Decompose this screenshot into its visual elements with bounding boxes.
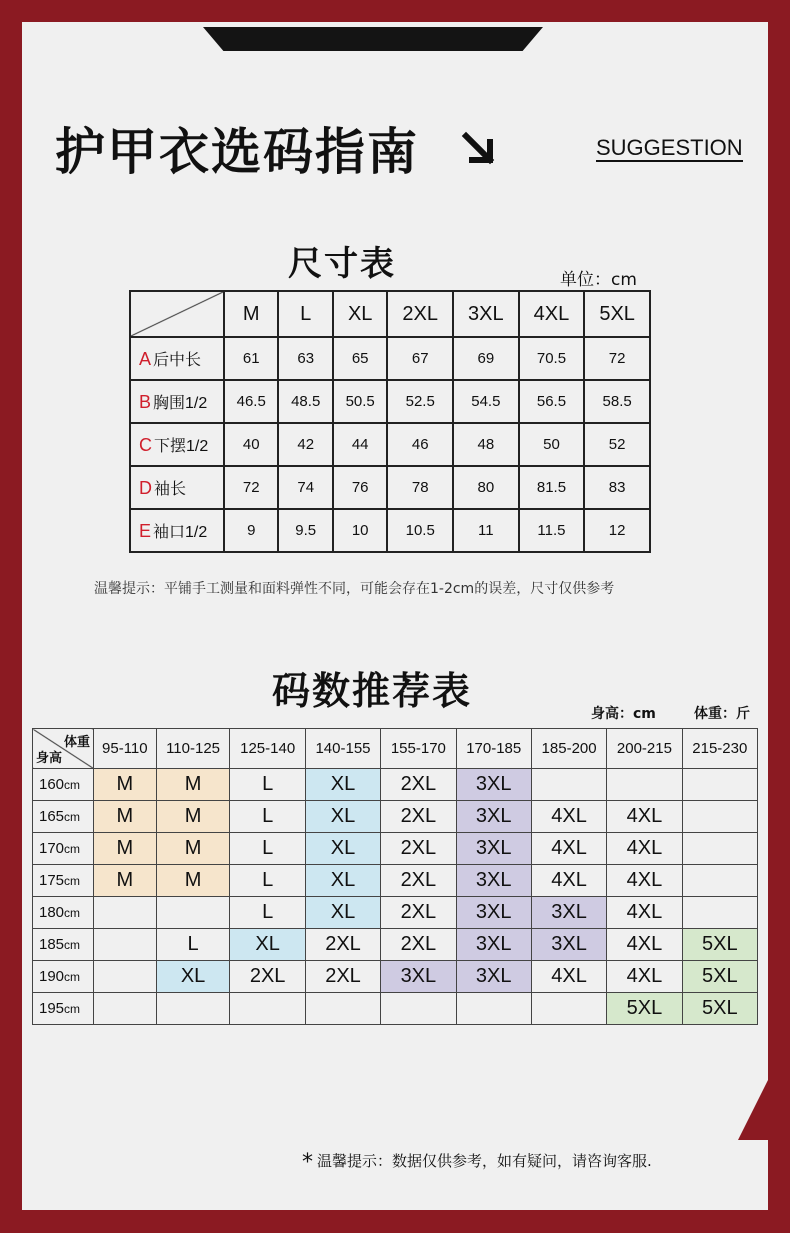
recommend-table	[32, 728, 758, 1025]
size-corner-cell	[130, 291, 224, 337]
rec-cell: 3XL	[531, 897, 606, 929]
size-row	[130, 337, 650, 380]
size-col: M	[224, 291, 278, 337]
height-value: 170	[39, 840, 65, 857]
size-cell: 56.5	[519, 380, 585, 423]
size-cell: 70.5	[519, 337, 585, 380]
size-row	[130, 380, 650, 423]
rec-cell: 4XL	[531, 961, 606, 993]
size-col: 4XL	[519, 291, 585, 337]
size-cell: 58.5	[584, 380, 650, 423]
rec-cell	[531, 993, 606, 1025]
size-cell: 9	[224, 509, 278, 552]
size-col: 3XL	[453, 291, 519, 337]
height-cell	[33, 897, 94, 929]
size-cell: 46	[387, 423, 453, 466]
rec-cell: 2XL	[381, 769, 456, 801]
rec-table-header	[33, 729, 758, 769]
size-cell: 81.5	[519, 466, 585, 509]
size-cell: 69	[453, 337, 519, 380]
rec-cell: 2XL	[381, 865, 456, 897]
height-cell	[33, 993, 94, 1025]
rec-cell: 5XL	[607, 993, 682, 1025]
rec-cell	[456, 993, 531, 1025]
height-cell	[33, 769, 94, 801]
size-unit: 单位：cm	[560, 270, 637, 290]
rec-cell: 5XL	[682, 993, 757, 1025]
rec-cell: 3XL	[456, 929, 531, 961]
size-cell: 72	[224, 466, 278, 509]
rec-row	[33, 929, 758, 961]
row-key: C	[139, 435, 152, 455]
star-icon: *	[302, 1150, 313, 1175]
size-cell: 46.5	[224, 380, 278, 423]
size-cell: 50.5	[333, 380, 387, 423]
height-cell	[33, 929, 94, 961]
rec-cell: 2XL	[305, 929, 380, 961]
row-label-text: 胸围1/2	[153, 395, 208, 412]
height-value: 185	[39, 936, 65, 953]
rec-cell: 3XL	[456, 865, 531, 897]
weight-col: 110-125	[156, 729, 230, 769]
height-unit-suffix: cm	[64, 810, 81, 824]
size-cell: 54.5	[453, 380, 519, 423]
rec-cell: 3XL	[456, 801, 531, 833]
height-value: 180	[39, 904, 65, 921]
rec-row	[33, 833, 758, 865]
size-col: L	[278, 291, 332, 337]
rec-cell	[94, 929, 157, 961]
weight-col: 170-185	[456, 729, 531, 769]
rec-cell: 3XL	[456, 897, 531, 929]
height-value: 165	[39, 808, 65, 825]
size-cell: 63	[278, 337, 332, 380]
height-value: 195	[39, 1000, 65, 1017]
rec-cell: 3XL	[456, 961, 531, 993]
rec-cell: 4XL	[607, 929, 682, 961]
row-key: A	[139, 349, 152, 369]
rec-cell: M	[94, 801, 157, 833]
size-col: XL	[333, 291, 387, 337]
rec-cell: L	[230, 769, 305, 801]
row-key: B	[139, 392, 152, 412]
height-cell	[33, 801, 94, 833]
size-cell: 48	[453, 423, 519, 466]
size-cell: 80	[453, 466, 519, 509]
weight-col: 200-215	[607, 729, 682, 769]
size-table-title: 尺寸表	[288, 244, 396, 284]
rec-row	[33, 897, 758, 929]
size-cell: 76	[333, 466, 387, 509]
rec-cell: M	[94, 769, 157, 801]
page-title: 护甲衣选码指南	[55, 123, 419, 181]
size-cell: 50	[519, 423, 585, 466]
row-key: E	[139, 521, 152, 541]
size-cell: 52	[584, 423, 650, 466]
rec-cell: 4XL	[531, 865, 606, 897]
rec-cell: 4XL	[607, 833, 682, 865]
rec-cell: XL	[230, 929, 305, 961]
arrow-down-right-icon	[460, 130, 500, 170]
size-cell: 61	[224, 337, 278, 380]
height-unit-suffix: cm	[64, 970, 81, 984]
rec-cell	[381, 993, 456, 1025]
size-cell: 42	[278, 423, 332, 466]
height-unit-suffix: cm	[64, 938, 81, 952]
weight-col: 140-155	[305, 729, 380, 769]
rec-cell	[156, 993, 230, 1025]
size-row-label	[130, 466, 224, 509]
size-cell: 10	[333, 509, 387, 552]
weight-col: 95-110	[94, 729, 157, 769]
size-cell: 10.5	[387, 509, 453, 552]
rec-cell: M	[156, 833, 230, 865]
rec-cell: 4XL	[607, 801, 682, 833]
rec-cell: 2XL	[381, 801, 456, 833]
rec-cell: 4XL	[531, 833, 606, 865]
height-unit-suffix: cm	[64, 1002, 81, 1016]
size-cell: 11.5	[519, 509, 585, 552]
rec-row	[33, 865, 758, 897]
rec-cell: 4XL	[607, 961, 682, 993]
rec-cell: L	[230, 897, 305, 929]
rec-cell: L	[230, 801, 305, 833]
size-cell: 44	[333, 423, 387, 466]
rec-cell: XL	[305, 833, 380, 865]
rec-table-title: 码数推荐表	[272, 669, 473, 713]
rec-cell: M	[94, 833, 157, 865]
footer-note	[302, 1150, 652, 1175]
rec-cell: 2XL	[230, 961, 305, 993]
rec-cell	[607, 769, 682, 801]
size-cell: 72	[584, 337, 650, 380]
size-cell: 52.5	[387, 380, 453, 423]
size-col: 5XL	[584, 291, 650, 337]
row-key: D	[139, 478, 152, 498]
rec-cell: M	[156, 865, 230, 897]
rec-cell	[156, 897, 230, 929]
size-cell: 12	[584, 509, 650, 552]
suggestion-label: SUGGESTION	[596, 135, 743, 160]
size-row-label	[130, 380, 224, 423]
rec-cell: XL	[305, 801, 380, 833]
size-tip: 温馨提示：平铺手工测量和面料弹性不同，可能会存在1-2cm的误差，尺寸仅供参考	[94, 581, 615, 597]
size-row	[130, 509, 650, 552]
rec-cell: 4XL	[607, 897, 682, 929]
row-label-text: 下摆1/2	[154, 438, 209, 455]
height-value: 175	[39, 872, 65, 889]
corner-height-label: 身高	[36, 750, 63, 765]
size-row-label	[130, 423, 224, 466]
height-unit: 身高：cm	[591, 706, 656, 722]
rec-cell	[682, 865, 757, 897]
rec-cell: 3XL	[531, 929, 606, 961]
rec-cell: M	[94, 865, 157, 897]
rec-cell	[531, 769, 606, 801]
rec-cell: L	[156, 929, 230, 961]
rec-cell: 2XL	[381, 929, 456, 961]
height-unit-suffix: cm	[64, 778, 81, 792]
weight-col: 125-140	[230, 729, 305, 769]
rec-cell	[305, 993, 380, 1025]
rec-cell: XL	[156, 961, 230, 993]
size-cell: 78	[387, 466, 453, 509]
height-value: 160	[39, 776, 65, 793]
size-cell: 67	[387, 337, 453, 380]
rec-row	[33, 801, 758, 833]
rec-cell: 3XL	[456, 769, 531, 801]
size-cell: 40	[224, 423, 278, 466]
height-unit-suffix: cm	[64, 906, 81, 920]
rec-cell: 4XL	[531, 801, 606, 833]
rec-cell: 5XL	[682, 929, 757, 961]
row-label-text: 后中长	[153, 352, 202, 369]
size-cell: 9.5	[278, 509, 332, 552]
rec-cell	[682, 833, 757, 865]
size-row-label	[130, 337, 224, 380]
row-label-text: 袖口1/2	[153, 524, 208, 541]
rec-cell: 2XL	[381, 833, 456, 865]
size-row	[130, 466, 650, 509]
content-panel	[22, 22, 768, 1210]
weight-unit: 体重：斤	[694, 706, 750, 722]
size-row	[130, 423, 650, 466]
height-cell	[33, 833, 94, 865]
rec-cell: 5XL	[682, 961, 757, 993]
rec-cell: 3XL	[381, 961, 456, 993]
rec-cell: 2XL	[381, 897, 456, 929]
size-cell: 11	[453, 509, 519, 552]
size-table-header	[130, 291, 650, 337]
size-col: 2XL	[387, 291, 453, 337]
weight-col: 185-200	[531, 729, 606, 769]
rec-cell	[94, 961, 157, 993]
rec-cell: 2XL	[305, 961, 380, 993]
footer-text: 温馨提示：数据仅供参考，如有疑问，请咨询客服.	[317, 1152, 652, 1170]
rec-cell	[682, 801, 757, 833]
rec-row	[33, 769, 758, 801]
height-value: 190	[39, 968, 65, 985]
size-cell: 48.5	[278, 380, 332, 423]
rec-cell	[94, 993, 157, 1025]
size-cell: 83	[584, 466, 650, 509]
weight-col: 155-170	[381, 729, 456, 769]
rec-cell: 3XL	[456, 833, 531, 865]
rec-cell: M	[156, 769, 230, 801]
rec-cell	[230, 993, 305, 1025]
rec-corner-cell	[33, 729, 94, 769]
rec-cell	[682, 897, 757, 929]
size-cell: 74	[278, 466, 332, 509]
rec-cell: XL	[305, 769, 380, 801]
rec-cell: L	[230, 865, 305, 897]
rec-cell: XL	[305, 897, 380, 929]
rec-cell	[94, 897, 157, 929]
weight-col: 215-230	[682, 729, 757, 769]
rec-cell	[682, 769, 757, 801]
rec-cell: XL	[305, 865, 380, 897]
height-unit-suffix: cm	[64, 874, 81, 888]
size-table	[129, 290, 651, 553]
corner-weight-label: 体重	[63, 734, 90, 749]
size-cell: 65	[333, 337, 387, 380]
row-label-text: 袖长	[154, 481, 187, 498]
rec-cell: M	[156, 801, 230, 833]
size-row-label	[130, 509, 224, 552]
rec-row	[33, 961, 758, 993]
height-cell	[33, 865, 94, 897]
rec-row	[33, 993, 758, 1025]
rec-cell: L	[230, 833, 305, 865]
height-cell	[33, 961, 94, 993]
top-decor-bar	[203, 27, 543, 51]
rec-cell: 4XL	[607, 865, 682, 897]
height-unit-suffix: cm	[64, 842, 81, 856]
